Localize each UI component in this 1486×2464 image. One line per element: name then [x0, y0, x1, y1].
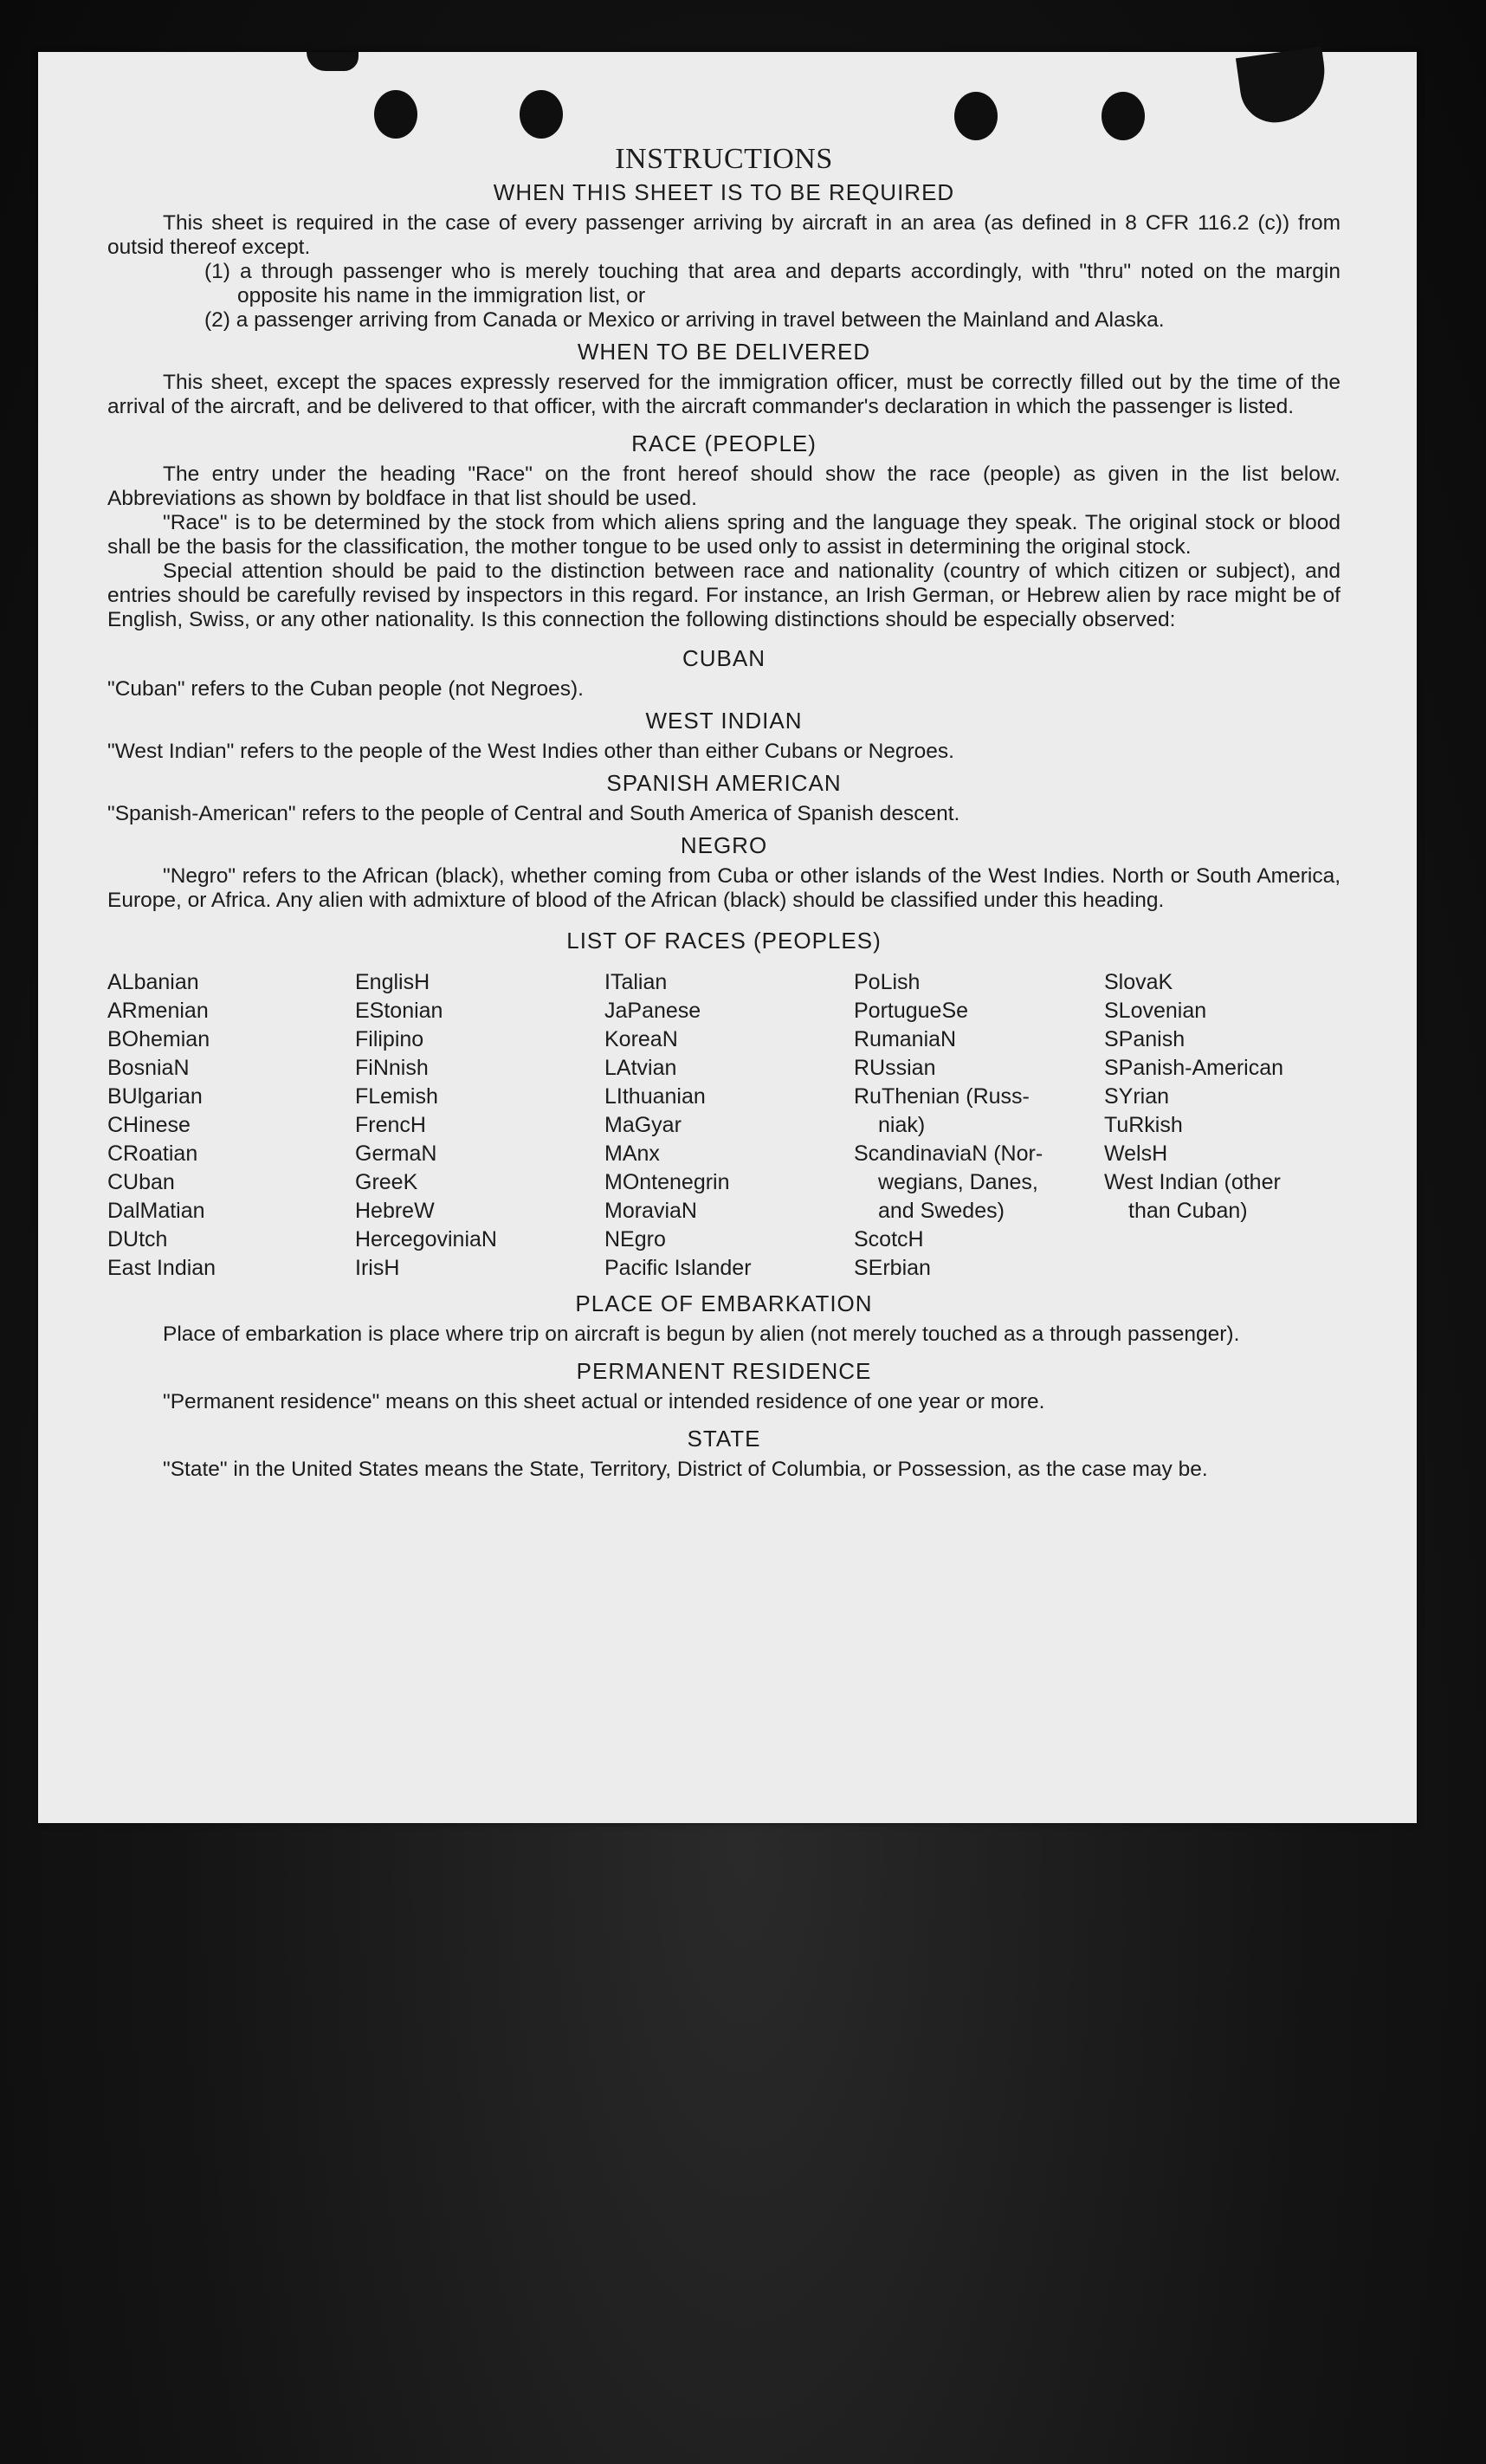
race-entry: DUtch [107, 1227, 168, 1251]
race-entry: ALbanian [107, 970, 199, 994]
delivered-text: This sheet, except the spaces expressly reserved for the immigration officer, must be correctly filled out by the time of the arrival of the aircraft, and be delivered to that officer, with the aircraft commander's declaration in which the passenger is listed. [107, 371, 1341, 418]
race-entry: SlovaK [1104, 970, 1173, 994]
races-column-2 [355, 968, 604, 1283]
west-indian-text: "West Indian" refers to the people of the West Indies other than either Cubans or Negroes. [107, 740, 954, 763]
section-heading-delivered: WHEN TO BE DELIVERED [577, 339, 871, 365]
races-column-1 [107, 968, 355, 1283]
race-entry-continued: than Cuban) [1128, 1199, 1248, 1223]
race-entry: ARmenian [107, 999, 209, 1023]
section-heading-residence: PERMANENT RESIDENCE [576, 1358, 872, 1384]
race-entry: RUssian [854, 1056, 936, 1080]
race-entry: SLovenian [1104, 999, 1207, 1023]
cuban-text: "Cuban" refers to the Cuban people (not Negroes). [107, 677, 584, 701]
torn-edge [1236, 46, 1331, 126]
race-entry: EStonian [355, 999, 443, 1023]
race-entry: CRoatian [107, 1141, 198, 1166]
section-heading-embarkation: PLACE OF EMBARKATION [575, 1290, 873, 1316]
section-heading-cuban: CUBAN [682, 645, 766, 671]
torn-edge [307, 52, 359, 71]
spanish-american-text: "Spanish-American" refers to the people of Central and South America of Spanish descent. [107, 802, 960, 825]
race-entry: BosniaN [107, 1056, 190, 1080]
race-entry: PortugueSe [854, 999, 969, 1023]
race-entry: IrisH [355, 1256, 400, 1280]
race-entry: West Indian (other [1104, 1170, 1281, 1194]
section-heading-required: WHEN THIS SHEET IS TO BE REQUIRED [493, 179, 955, 205]
race-entry: MAnx [604, 1141, 660, 1166]
embarkation-text: Place of embarkation is place where trip on aircraft is begun by alien (not merely touched as a through passenger). [163, 1323, 1240, 1346]
race-entry: HercegoviniaN [355, 1227, 497, 1251]
instructions-content [107, 143, 1341, 1482]
race-entry-continued: niak) [878, 1113, 926, 1137]
races-column-4 [854, 968, 1104, 1283]
race-entry: LIthuanian [604, 1084, 706, 1109]
required-item-1: (1) a through passenger who is merely touching that area and departs accordingly, with "thru" noted on the margin opposite his name in the immigration list, or [204, 260, 1341, 307]
state-text: "State" in the United States means the State, Territory, District of Columbia, or Possession, as the case may be. [163, 1458, 1208, 1481]
race-entry: SPanish-American [1104, 1056, 1284, 1080]
section-heading-state: STATE [687, 1426, 761, 1452]
race-entry: FrencH [355, 1113, 426, 1137]
race-entry: PoLish [854, 970, 921, 994]
punch-hole [520, 90, 563, 139]
race-entry: TuRkish [1104, 1113, 1183, 1137]
race-entry: BUlgarian [107, 1084, 203, 1109]
races-column-5 [1104, 968, 1341, 1283]
race-entry: MOntenegrin [604, 1170, 730, 1194]
race-paragraph-3: Special attention should be paid to the distinction between race and nationality (country of which citizen or subject), and entries should be carefully revised by inspectors in this regard. For instance, an Irish German, or Hebrew alien by race might be of English, Swiss, or any other nationality. Is this connection the following distinctions should be especially observed: [107, 559, 1341, 631]
race-entry: GreeK [355, 1170, 418, 1194]
required-intro: This sheet is required in the case of every passenger arriving by aircraft in an area (as defined in 8 CFR 116.2 (c)) from outsid thereof except. [107, 211, 1341, 259]
race-entry: MaGyar [604, 1113, 682, 1137]
race-entry: FiNnish [355, 1056, 429, 1080]
race-entry: Pacific Islander [604, 1256, 752, 1280]
race-entry: KoreaN [604, 1027, 678, 1051]
race-entry: NEgro [604, 1227, 666, 1251]
race-entry: WelsH [1104, 1141, 1168, 1166]
residence-text: "Permanent residence" means on this sheet actual or intended residence of one year or more. [163, 1390, 1045, 1413]
race-entry: RumaniaN [854, 1027, 957, 1051]
race-entry: CHinese [107, 1113, 191, 1137]
race-paragraph-1: The entry under the heading "Race" on the front hereof should show the race (people) as given in the list below. Abbreviations as shown by boldface in that list should be used. [107, 462, 1341, 510]
race-entry: BOhemian [107, 1027, 210, 1051]
race-entry: SPanish [1104, 1027, 1186, 1051]
race-entry: SErbian [854, 1256, 931, 1280]
race-entry: ITalian [604, 970, 668, 994]
required-item-2: (2) a passenger arriving from Canada or Mexico or arriving in travel between the Mainland and Alaska. [204, 308, 1165, 332]
section-heading-spanish-american: SPANISH AMERICAN [606, 770, 842, 796]
race-entry: EnglisH [355, 970, 430, 994]
negro-text: "Negro" refers to the African (black), whether coming from Cuba or other islands of the West Indies. North or South America, Europe, or Africa. Any alien with admixture of blood of the African (black) should be classified under this heading. [107, 864, 1341, 912]
punch-hole [374, 90, 417, 139]
race-entry: Filipino [355, 1027, 424, 1051]
race-entry: FLemish [355, 1084, 438, 1109]
race-entry: ScotcH [854, 1227, 924, 1251]
section-heading-race: RACE (PEOPLE) [631, 430, 817, 456]
section-heading-list-of-races: LIST OF RACES (PEOPLES) [566, 928, 882, 954]
race-entry: LAtvian [604, 1056, 677, 1080]
document-title: INSTRUCTIONS [615, 143, 833, 175]
races-column-3 [604, 968, 854, 1283]
race-entry: DalMatian [107, 1199, 205, 1223]
race-entry-continued: and Swedes) [878, 1199, 1005, 1223]
race-entry: RuThenian (Russ- [854, 1084, 1030, 1109]
section-heading-west-indian: WEST INDIAN [645, 708, 803, 734]
race-entry: ScandinaviaN (Nor- [854, 1141, 1043, 1166]
section-heading-negro: NEGRO [680, 832, 768, 858]
races-list [107, 968, 1341, 1283]
race-entry: SYrian [1104, 1084, 1170, 1109]
document-sheet [38, 52, 1417, 1823]
race-entry: CUban [107, 1170, 175, 1194]
race-entry: GermaN [355, 1141, 437, 1166]
race-entry: HebreW [355, 1199, 435, 1223]
punch-hole [954, 92, 998, 140]
race-entry: MoraviaN [604, 1199, 697, 1223]
race-entry: JaPanese [604, 999, 701, 1023]
race-entry: East Indian [107, 1256, 216, 1280]
race-entry-continued: wegians, Danes, [878, 1170, 1038, 1194]
punch-hole [1102, 92, 1145, 140]
race-paragraph-2: "Race" is to be determined by the stock from which aliens spring and the language they speak. The original stock or blood shall be the basis for the classification, the mother tongue to be used only to assist in determining the original stock. [107, 511, 1341, 559]
